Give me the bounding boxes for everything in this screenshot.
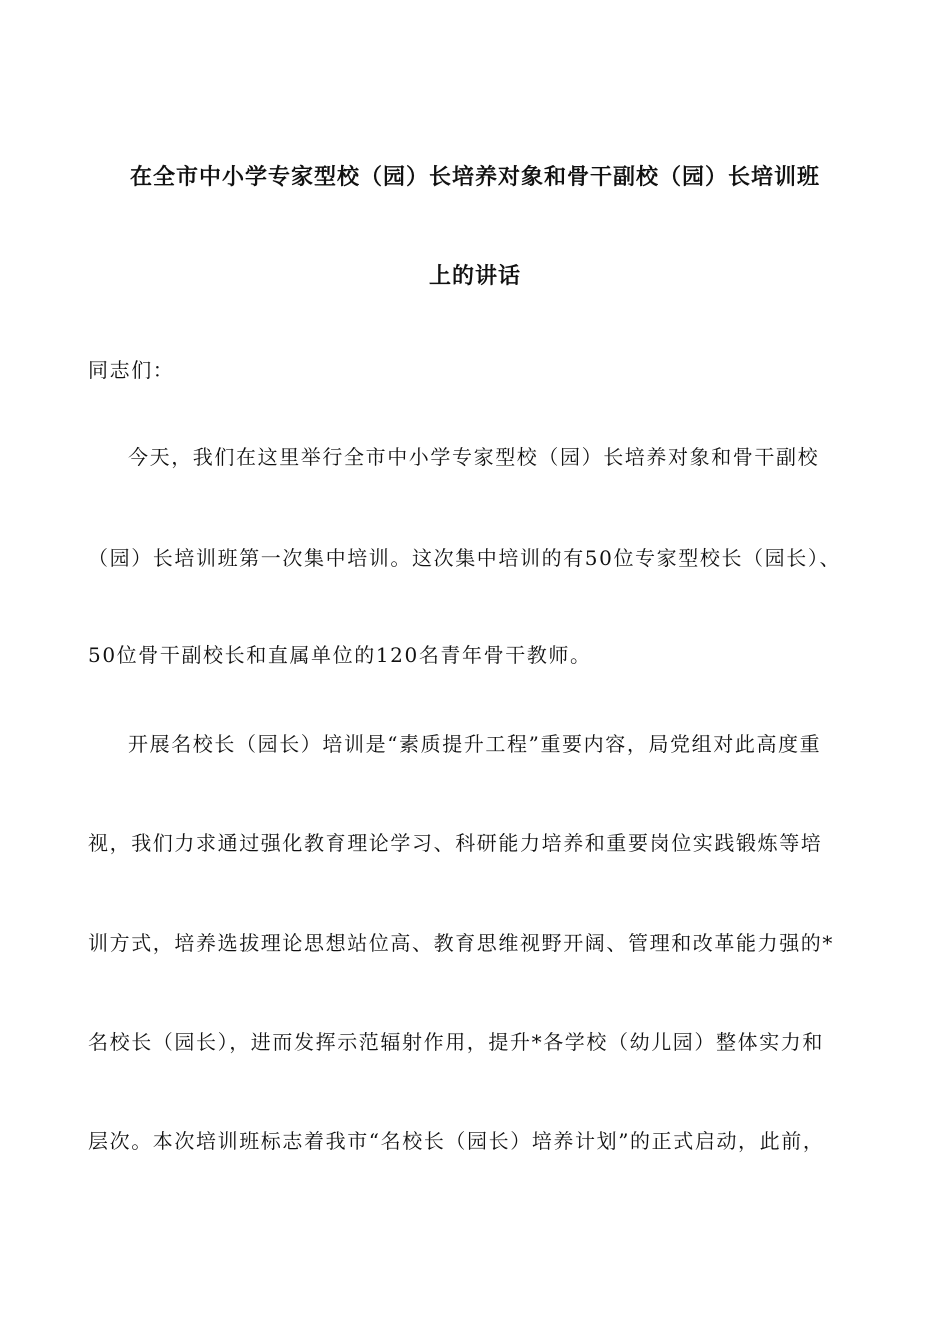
- paragraph-2-line-2: 视，我们力求通过强化教育理论学习、科研能力培养和重要岗位实践锻炼等培: [88, 831, 823, 855]
- paragraph-2-line-3: 训方式，培养选拔理论思想站位高、教育思维视野开阔、管理和改革能力强的*: [88, 931, 834, 955]
- paragraph-1-line-3: 50位骨干副校长和直属单位的120名青年骨干教师。: [88, 643, 592, 667]
- paragraph-2-line-1: 开展名校长（园长）培训是“素质提升工程”重要内容，局党组对此高度重: [128, 732, 822, 756]
- paragraph-2-line-4: 名校长（园长），进而发挥示范辐射作用，提升*各学校（幼儿园）整体实力和: [88, 1030, 824, 1054]
- paragraph-1-line-1: 今天，我们在这里举行全市中小学专家型校（园）长培养对象和骨干副校: [128, 445, 820, 469]
- paragraph-1-line-2: （园）长培训班第一次集中培训。这次集中培训的有50位专家型校长（园长）、: [88, 546, 842, 570]
- salutation: 同志们：: [88, 358, 175, 382]
- paragraph-2-line-5: 层次。本次培训班标志着我市“名校长（园长）培养计划”的正式启动，此前，: [88, 1129, 825, 1153]
- document-title-line-1: 在全市中小学专家型校（园）长培养对象和骨干副校（园）长培训班: [129, 165, 820, 190]
- document-title-line-2: 上的讲话: [428, 264, 521, 289]
